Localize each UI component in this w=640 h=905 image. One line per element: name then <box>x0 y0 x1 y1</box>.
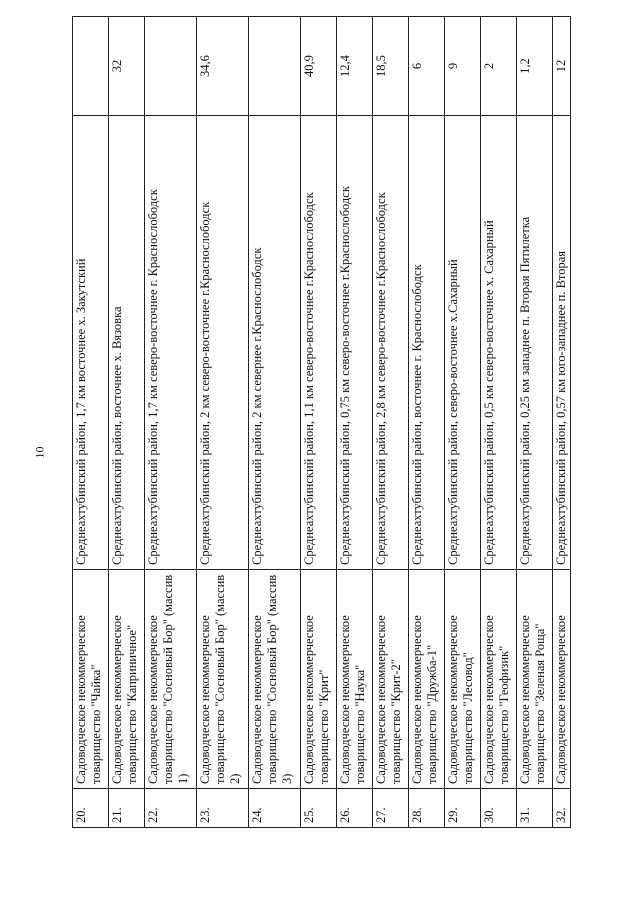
table-row <box>109 17 145 828</box>
row-number: 32. <box>553 789 571 828</box>
area-value: 32 <box>109 17 145 116</box>
table-row <box>145 17 197 828</box>
registry-table <box>72 16 571 828</box>
area-value: 40,9 <box>301 17 337 116</box>
area-value <box>73 17 109 116</box>
area-value: 2 <box>481 17 517 116</box>
table-row <box>249 17 301 828</box>
row-number: 27. <box>373 789 409 828</box>
organization-name: Садоводческое некоммерческое товарищество "Крит-2" <box>373 570 409 789</box>
row-number: 29. <box>445 789 481 828</box>
location: Среднеахтубинский район, восточнее г. Краснослободск <box>409 116 445 570</box>
table-row <box>337 17 373 828</box>
table-row <box>197 17 249 828</box>
area-value <box>249 17 301 116</box>
organization-name: Садоводческое некоммерческое товарищество "Сосновый Бор" (массив 3) <box>249 570 301 789</box>
organization-name: Садоводческое некоммерческое товарищество "Зеленая Роща" <box>517 570 553 789</box>
area-value: 34,6 <box>197 17 249 116</box>
organization-name: Садоводческое некоммерческое товарищество "Крит" <box>301 570 337 789</box>
table-row <box>517 17 553 828</box>
row-number: 23. <box>197 789 249 828</box>
table-row <box>481 17 517 828</box>
row-number: 31. <box>517 789 553 828</box>
table-row <box>409 17 445 828</box>
location: Среднеахтубинский район, северо-восточнее х.Сахарный <box>445 116 481 570</box>
table-row <box>445 17 481 828</box>
organization-name: Садоводческое некоммерческое товарищество "Лесовод" <box>445 570 481 789</box>
row-number: 21. <box>109 789 145 828</box>
organization-name: Садоводческое некоммерческое товарищество "Геофизик" <box>481 570 517 789</box>
location: Среднеахтубинский район, 2 км севернее г.Краснослободск <box>249 116 301 570</box>
location: Среднеахтубинский район, 1,1 км северо-восточнее г.Краснослободск <box>301 116 337 570</box>
row-number: 22. <box>145 789 197 828</box>
organization-name: Садоводческое некоммерческое товарищество "Каприничное" <box>109 570 145 789</box>
row-number: 25. <box>301 789 337 828</box>
organization-name: Садоводческое некоммерческое товарищество "Чайка" <box>73 570 109 789</box>
row-number: 30. <box>481 789 517 828</box>
area-value: 1,2 <box>517 17 553 116</box>
location: Среднеахтубинский район, 2,8 км северо-восточнее г.Краснослободск <box>373 116 409 570</box>
table-row <box>301 17 337 828</box>
area-value: 9 <box>445 17 481 116</box>
organization-name: Садоводческое некоммерческое товарищество "Сосновый Бор" (массив 2) <box>197 570 249 789</box>
organization-name: Садоводческое некоммерческое товарищество "Сосновый Бор" (массив 1) <box>145 570 197 789</box>
row-number: 26. <box>337 789 373 828</box>
table-row <box>553 17 571 828</box>
row-number: 20. <box>73 789 109 828</box>
location: Среднеахтубинский район, 0,25 км западнее п. Вторая Пятилетка <box>517 116 553 570</box>
page-number: 10 <box>32 446 47 459</box>
row-number: 24. <box>249 789 301 828</box>
location: Среднеахтубинский район, 0,5 км северо-восточнее х. Сахарный <box>481 116 517 570</box>
area-value: 18,5 <box>373 17 409 116</box>
location: Среднеахтубинский район, 2 км северо-восточнее г.Краснослободск <box>197 116 249 570</box>
row-number: 28. <box>409 789 445 828</box>
location: Среднеахтубинский район, восточнее х. Вязовка <box>109 116 145 570</box>
location: Среднеахтубинский район, 0,57 км юго-западнее п. Вторая <box>553 116 571 570</box>
location: Среднеахтубинский район, 1,7 км северо-восточнее г. Краснослободск <box>145 116 197 570</box>
table-body <box>73 17 571 828</box>
organization-name: Садоводческое некоммерческое товарищество "Наука" <box>337 570 373 789</box>
area-value: 12 <box>553 17 571 116</box>
rotated-table-container <box>72 53 568 828</box>
location: Среднеахтубинский район, 0,75 км северо-восточнее г.Краснослободск <box>337 116 373 570</box>
organization-name: Садоводческое некоммерческое <box>553 570 571 789</box>
table-row <box>73 17 109 828</box>
organization-name: Садоводческое некоммерческое товарищество "Дружба-1" <box>409 570 445 789</box>
location: Среднеахтубинский район, 1,7 км восточнее х. Закутский <box>73 116 109 570</box>
area-value: 6 <box>409 17 445 116</box>
area-value: 12,4 <box>337 17 373 116</box>
table-row <box>373 17 409 828</box>
area-value <box>145 17 197 116</box>
